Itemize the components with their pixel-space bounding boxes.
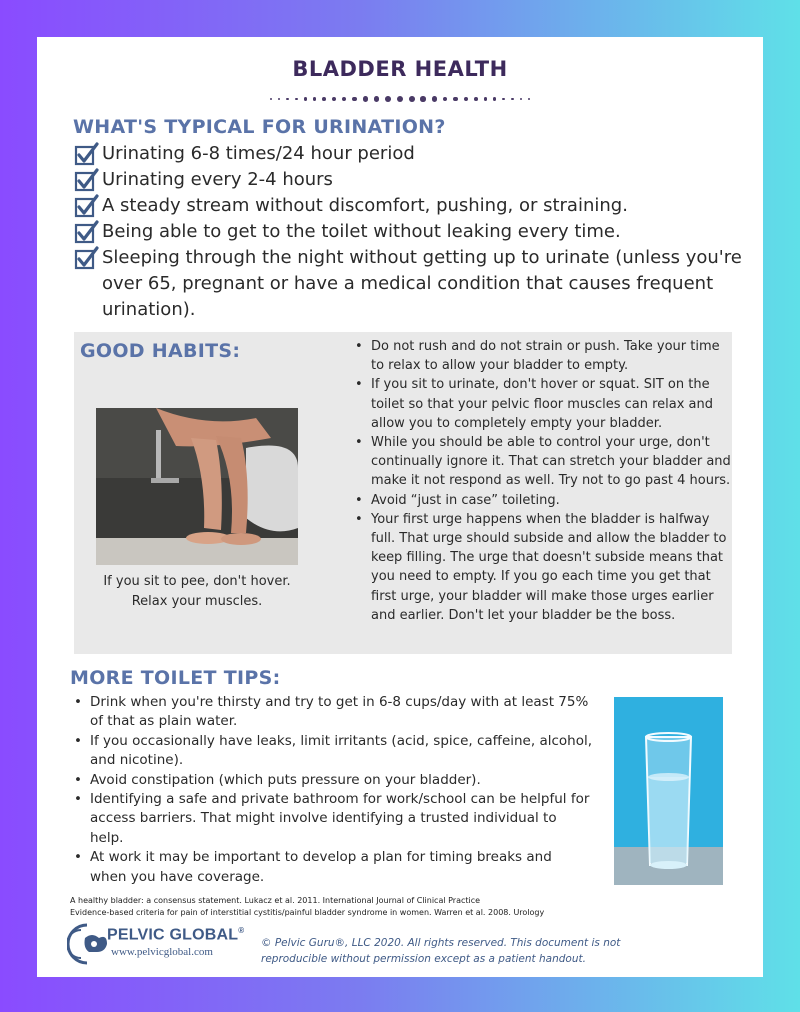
list-item: • If you sit to urinate, don't hover or squat. SIT on the toilet so that your pelvic floor muscles can relax and allow you to completely empty your bladder. [353,375,733,433]
references [70,895,760,919]
divider-dot [304,97,307,100]
checklist-item-text: Being able to get to the toilet without leaking every time. [102,221,621,242]
photo-caption-line: Relax your muscles. [131,594,263,609]
photo-caption-line: If you sit to pee, don't hover. [103,574,291,589]
checkbox-checked-icon [74,193,100,219]
good-habits-panel [74,332,732,654]
divider-dot [322,97,326,101]
handout-page [37,37,763,977]
water-glass-illustration [614,697,723,885]
typical-checklist [74,141,754,323]
list-item: • Do not rush and do not strain or push. Take your time to relax to allow your bladder to empty. [353,337,733,375]
toilet-tips-list [72,693,592,887]
copyright-line: © Pelvic Guru®, LLC 2020. All rights reserved. This document is not [261,937,621,949]
list-item: • Your first urge happens when the bladder is halfway full. That urge should subside and allow the bladder to keep filling. The urge that doesn't subside means that you need to empty. If you go each time you get that first urge, your bladder will make those urges earlier and earlier. Don't let your bladder be the boss. [353,510,733,625]
divider-dot [432,96,437,101]
checklist-item-text: Sleeping through the night without getting up to urinate (unless you're over 65, pregnant or have a medical condition that causes frequent urination). [102,247,742,320]
divider-dot [520,98,522,100]
divider-dot [409,96,415,102]
copyright-notice [261,935,641,967]
checkbox-checked-icon [74,245,100,271]
divider-dot [374,96,379,101]
logo-url: www.pelvicglobal.com [111,946,213,958]
divider-dot [493,97,496,100]
divider-dot [474,97,478,101]
divider-dot [420,96,425,101]
good-habits-heading: GOOD HABITS: [80,340,241,362]
list-item: • Identifying a safe and private bathroom for work/school can be helpful for access barriers. That might involve identifying a trusted individual to help. [72,790,592,848]
checklist-item-text: A steady stream without discomfort, pushing, or straining. [102,195,628,216]
logo-name: PELVIC GLOBAL® [107,926,245,944]
checklist-item-text: Urinating 6-8 times/24 hour period [102,143,415,164]
checklist-item [74,141,754,167]
list-item: • While you should be able to control your urge, don't continually ignore it. That can stretch your bladder and make it not respond as well. Try not to go past 4 hours. [353,433,733,491]
divider-dot [453,97,457,101]
globe-pelvis-icon [67,922,109,966]
good-habits-list [353,337,733,625]
divider-dot [484,97,488,101]
toilet-tips-heading: MORE TOILET TIPS: [70,667,281,689]
divider-dot [502,98,505,101]
reference-line: A healthy bladder: a consensus statement. Lukacz et al. 2011. International Journal of Clinical Practice [70,896,481,905]
water-glass-photo [614,697,723,885]
page-title: BLADDER HEALTH [292,57,508,81]
toilet-sitting-photo [96,408,298,565]
checkbox-checked-icon [74,219,100,245]
title-divider-dots [270,95,530,103]
divider-dot [295,98,298,101]
divider-dot [352,97,357,102]
divider-dot [270,98,272,100]
reference-line: Evidence-based criteria for pain of interstitial cystitis/painful bladder syndrome in women. Warren et al. 2008. Urology [70,908,545,917]
sitting-legs-illustration [96,408,298,565]
pelvic-global-logo [67,922,253,968]
photo-caption [74,572,320,612]
checklist-item [74,219,754,245]
checklist-item [74,167,754,193]
divider-dot [313,97,317,101]
list-item: • If you occasionally have leaks, limit irritants (acid, spice, caffeine, alcohol, and nicotine). [72,732,592,771]
divider-dot [286,98,289,101]
divider-dot [528,98,530,100]
divider-dot [397,96,403,102]
list-item: • Drink when you're thirsty and try to get in 6-8 cups/day with at least 75% of that as plain water. [72,693,592,732]
list-item: • Avoid “just in case” toileting. [353,491,733,510]
list-item: • Avoid constipation (which puts pressure on your bladder). [72,771,592,790]
divider-dot [278,98,280,100]
copyright-line: reproducible without permission except as a patient handout. [261,953,586,965]
checklist-item-text: Urinating every 2-4 hours [102,169,333,190]
checkbox-checked-icon [74,167,100,193]
list-item: • At work it may be important to develop a plan for timing breaks and when you have coverage. [72,848,592,887]
typical-heading: WHAT'S TYPICAL FOR URINATION? [73,116,446,138]
registered-mark: ® [238,926,245,935]
divider-dot [385,96,391,102]
divider-dot [511,98,514,101]
checklist-item [74,193,754,219]
divider-dot [342,97,346,101]
divider-dot [464,97,468,101]
checkbox-checked-icon [74,141,100,167]
checklist-item [74,245,754,323]
divider-dot [443,97,448,102]
divider-dot [363,96,368,101]
divider-dot [332,97,336,101]
